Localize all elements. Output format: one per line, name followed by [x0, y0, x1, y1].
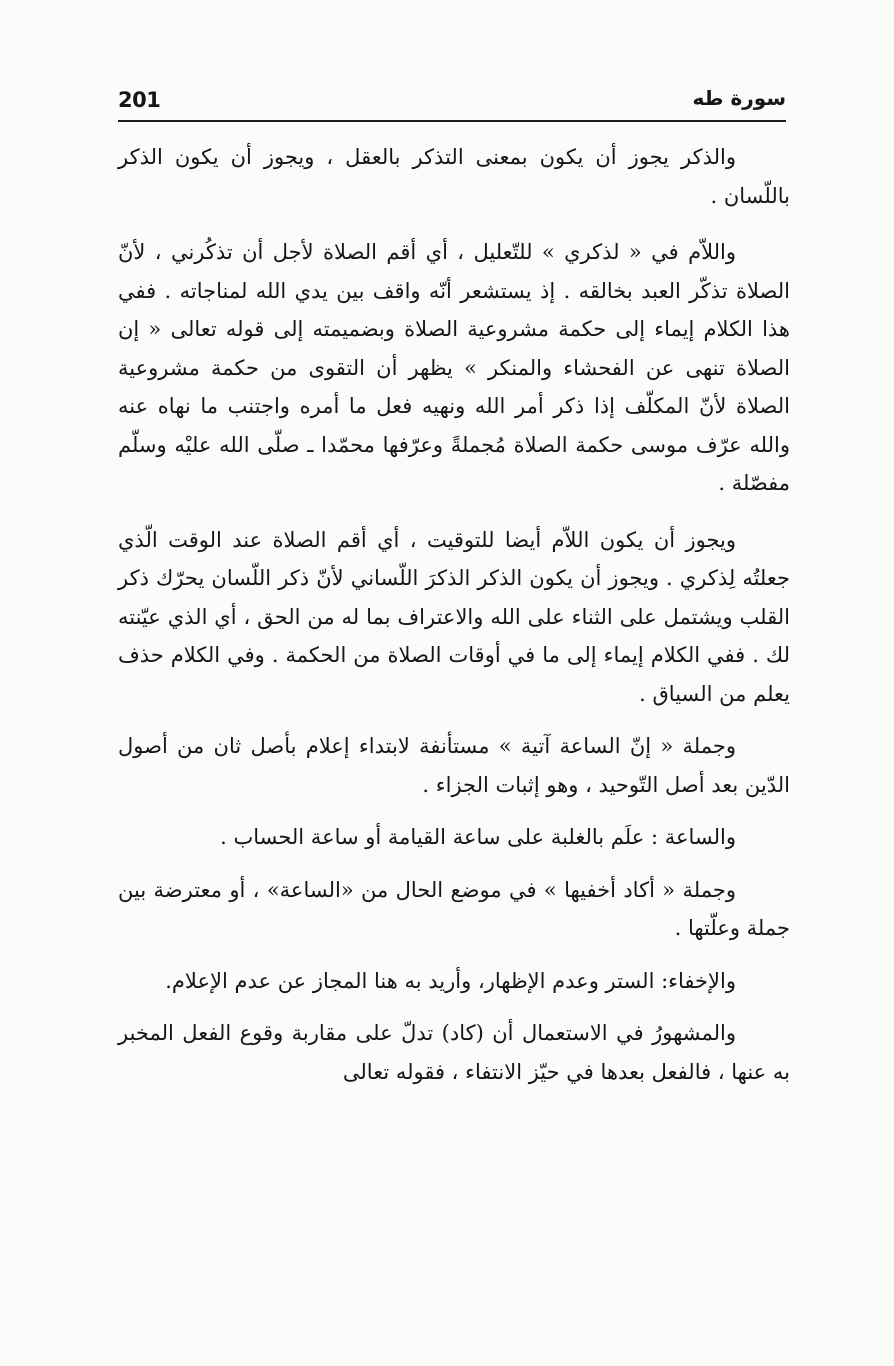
body-text [118, 138, 790, 1091]
surah-title: سورة طه [692, 86, 786, 110]
page-number: 201 [118, 88, 161, 112]
paragraph-saa-atiya: وجملة « إنّ الساعة آتية » مستأنفة لابتداء إعلام بأصل ثان من أصول الدّين بعد أصل التّوحيد ، وهو إثبات الجزاء . [118, 734, 790, 797]
paragraph-ikhfa: والإخفاء: الستر وعدم الإظهار، وأريد به هنا المجاز عن عدم الإعلام. [165, 968, 736, 993]
paragraph-dhikr-meaning: والذكر يجوز أن يكون بمعنى التذكر بالعقل ، ويجوز أن يكون الذكر باللّسان . [118, 145, 790, 208]
paragraph-saa-definition: والساعة : علَم بالغلبة على ساعة القيامة أو ساعة الحساب . [220, 825, 736, 849]
paragraph-akadu-ukhfiha: وجملة « أكاد أخفيها » في موضع الحال من «الساعة» ، أو معترضة بين جملة وعلّتها . [118, 877, 790, 940]
paragraph-kada-usage: والمشهورُ في الاستعمال أن (كاد) تدلّ على مقاربة وقوع الفعل المخبر به عنها ، فالفعل بعدها في حيّز الانتفاء ، فقوله تعالى [118, 1021, 790, 1084]
paragraph-lam-tawqit: ويجوز أن يكون اللاّم أيضا للتوقيت ، أي أقم الصلاة عند الوقت الّذي جعلتُه لِذكري . ويجوز أن يكون الذكر الذكرَ اللّساني لأنّ ذكر اللّسان يحرّك ذكر القلب ويشتمل على الثناء على الله والاعتراف بما له من الحق ، أي الذي عيّنته لك . ففي الكلام إيماء إلى ما في أوقات الصلاة من الحكمة . وفي الكلام حذف يعلم من السياق . [118, 527, 790, 706]
page-header [118, 86, 786, 122]
paragraph-lam-taalil: واللاّم في « لذكري » للتّعليل ، أي أقم الصلاة لأجل أن تذكُرني ، لأنّ الصلاة تذكّر العبد بخالقه . إذ يستشعر أنّه واقف بين يدي الله لمناجاته . ففي هذا الكلام إيماء إلى حكمة مشروعية الصلاة وبضميمته إلى قوله تعالى « إن الصلاة تنهى عن الفحشاء والمنكر » يظهر أن التقوى من حكمة مشروعية الصلاة لأنّ المكلّف إذا ذكر أمر الله ونهيه فعل ما أمره واجتنب ما نهاه عنه والله عرّف موسى حكمة الصلاة مُجملةً وعرّفها محمّدا ـ صلّى الله عليْه وسلّم مفصّلة . [118, 240, 790, 495]
